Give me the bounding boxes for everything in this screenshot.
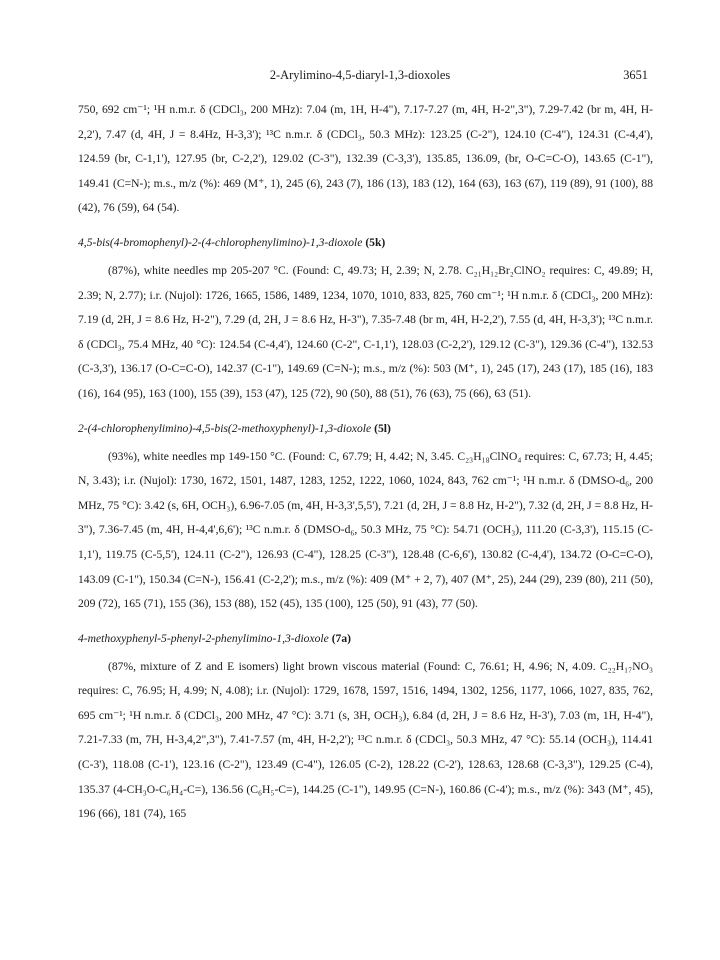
article-body [78, 98, 653, 827]
compound-label: (5l) [374, 421, 391, 435]
compound-heading [78, 233, 653, 253]
compound-name: 4,5-bis(4-bromophenyl)-2-(4-chlorophenylimino)-1,3-dioxole [78, 235, 363, 249]
compound-name: 4-methoxyphenyl-5-phenyl-2-phenylimino-1,3-dioxole [78, 631, 329, 645]
compound-label: (5k) [365, 235, 386, 249]
continued-paragraph: 750, 692 cm⁻¹; ¹H n.m.r. δ (CDCl₃, 200 MHz): 7.04 (m, 1H, H-4"), 7.17-7.27 (m, 4H, H-2",3"), 7.29-7.42 (br m, 4H, H-2,2'), 7.47 (d, 4H, J = 8.4Hz, H-3,3'); ¹³C n.m.r. δ (CDCl₃, 50.3 MHz): 123.25 (C-2"), 124.10 (C-4"), 124.31 (C-4,4'), 124.59 (br, C-1,1'), 127.95 (br, C-2,2'), 129.02 (C-3"), 132.39 (C-3,3'), 135.85, 136.09, (br, O-C=C-O), 143.65 (C-1"), 149.41 (C=N-); m.s., m/z (%): 469 (M⁺, 1), 245 (6), 243 (7), 186 (13), 183 (12), 164 (63), 163 (67), 119 (89), 91 (100), 88 (42), 76 (59), 64 (54). [78, 103, 653, 215]
compound-label: (7a) [331, 631, 352, 645]
running-title: 2-Arylimino-4,5-diaryl-1,3-dioxoles [269, 68, 451, 82]
compound-heading [78, 419, 653, 439]
compound-data-paragraph: (87%), white needles mp 205-207 °C. (Found: C, 49.73; H, 2.39; N, 2.78. C₂₁H₁₂Br₂ClNO₂ requires: C, 49.89; H, 2.39; N, 2.77); i.r. (Nujol): 1726, 1665, 1586, 1489, 1234, 1070, 1010, 833, 825, 760 cm⁻¹; ¹H n.m.r. δ (CDCl₃, 200 MHz): 7.19 (d, 2H, J = 8.6 Hz, H-2"), 7.29 (d, 2H, J = 8.6 Hz, H-3"), 7.35-7.48 (br m, 4H, H-2,2'), 7.55 (d, 4H, H-3,3'); ¹³C n.m.r. δ (CDCl₃, 75.4 MHz, 40 °C): 124.54 (C-4,4'), 124.60 (C-2", C-1,1'), 128.03 (C-2,2'), 129.12 (C-3"), 129.36 (C-4"), 132.53 (C-3,3'), 136.17 (O-C=C-O), 142.37 (C-1"), 149.69 (C=N-); m.s., m/z (%): 503 (M⁺, 1), 245 (17), 243 (17), 185 (16), 183 (16), 164 (95), 163 (100), 155 (39), 153 (47), 125 (72), 90 (50), 88 (51), 76 (63), 75 (66), 63 (51). [78, 263, 653, 400]
compound-name: 2-(4-chlorophenylimino)-4,5-bis(2-methoxyphenyl)-1,3-dioxole [78, 421, 372, 435]
compound-heading [78, 629, 653, 649]
compound-data-paragraph: (93%), white needles mp 149-150 °C. (Found: C, 67.79; H, 4.42; N, 3.45. C₂₃H₁₈ClNO₄ requires: C, 67.73; H, 4.45; N, 3.43); i.r. (Nujol): 1730, 1672, 1501, 1487, 1283, 1252, 1222, 1060, 1024, 843, 762 cm⁻¹; ¹H n.m.r. δ (DMSO-d₆, 200 MHz, 75 °C): 3.42 (s, 6H, OCH₃), 6.96-7.05 (m, 4H, H-3,3',5,5'), 7.21 (d, 2H, J = 8.8 Hz, H-2"), 7.32 (d, 2H, J = 8.8 Hz, H-3"), 7.36-7.45 (m, 4H, H-4,4',6,6'); ¹³C n.m.r. δ (DMSO-d₆, 50.3 MHz, 75 °C): 54.71 (OCH₃), 111.20 (C-3,3'), 115.15 (C-1,1'), 119.75 (C-5,5'), 124.11 (C-2"), 126.93 (C-4"), 128.25 (C-3"), 128.48 (C-6,6'), 130.82 (C-4,4'), 134.72 (O-C=C-O), 143.09 (C-1"), 150.34 (C=N-), 156.41 (C-2,2'); m.s., m/z (%): 409 (M⁺ + 2, 7), 407 (M⁺, 25), 244 (29), 239 (80), 211 (50), 209 (72), 165 (71), 155 (36), 153 (88), 152 (45), 135 (100), 125 (50), 91 (43), 77 (50). [78, 449, 653, 611]
compound-data-paragraph: (87%, mixture of Z and E isomers) light brown viscous material (Found: C, 76.61; H, 4.96; N, 4.09. C₂₂H₁₇NO₃ requires: C, 76.95; H, 4.99; N, 4.08); i.r. (Nujol): 1729, 1678, 1597, 1516, 1494, 1302, 1256, 1177, 1066, 1027, 835, 762, 695 cm⁻¹; ¹H n.m.r. δ (CDCl₃, 200 MHz, 47 °C): 3.71 (s, 3H, OCH₃), 6.84 (d, 2H, J = 8.6 Hz, H-3'), 7.03 (m, 1H, H-4"), 7.21-7.33 (m, 7H, H-3,4,2",3"), 7.41-7.57 (m, 4H, H-2,2'); ¹³C n.m.r. δ (CDCl₃, 50.3 MHz, 47 °C): 55.14 (OCH₃), 114.41 (C-3'), 118.08 (C-1'), 123.16 (C-2"), 123.49 (C-4"), 126.05 (C-2), 128.22 (C-2'), 128.63, 128.68 (C-3,3"), 129.25 (C-4), 135.37 (4-CH₃O-C₆H₄-C=), 136.56 (C₆H₅-C=), 144.25 (C-1"), 149.95 (C=N-), 160.86 (C-4'); m.s., m/z (%): 343 (M⁺, 45), 196 (66), 181 (74), 165 [78, 659, 653, 821]
page-number: 3651 [623, 68, 648, 82]
